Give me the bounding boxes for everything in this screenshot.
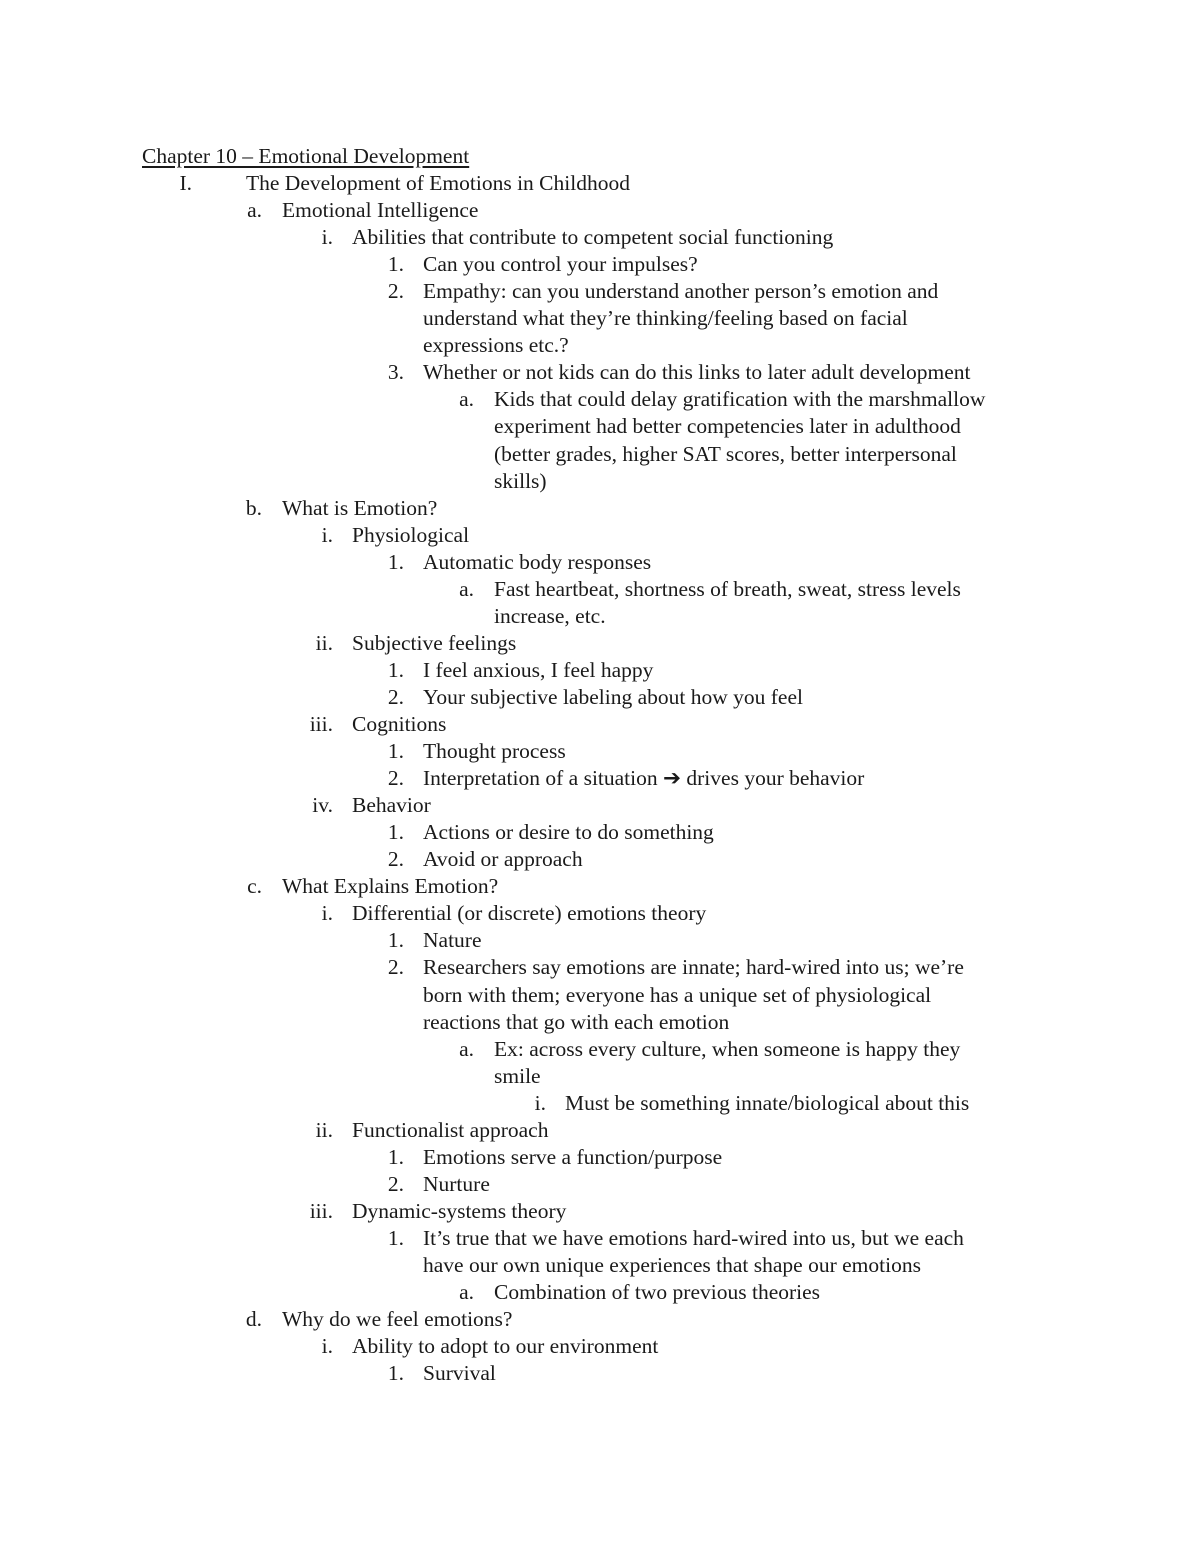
outline-text: Actions or desire to do something [423, 820, 714, 845]
outline-text: Survival [423, 1361, 496, 1386]
outline-line [0, 982, 1200, 1009]
document-title: Chapter 10 – Emotional Development [142, 144, 470, 168]
outline-line [0, 468, 1200, 495]
outline-line [0, 197, 1200, 224]
outline-line [0, 1063, 1200, 1090]
outline-text: Interpretation of a situation ➔ drives your behavior [423, 766, 865, 791]
outline-line [0, 846, 1200, 873]
outline-marker: ii. [315, 630, 333, 655]
outline-marker: 2. [387, 279, 404, 304]
outline-text: The Development of Emotions in Childhood [246, 171, 630, 195]
outline-text: Functionalist approach [352, 1117, 549, 1142]
outline-marker: d. [245, 1307, 262, 1332]
outline-marker: 1. [387, 252, 404, 277]
outline-line [0, 576, 1200, 603]
outline-line [0, 1144, 1200, 1171]
outline-line [0, 900, 1200, 927]
outline-text: Must be something innate/biological about this [565, 1090, 970, 1115]
outline-marker: 2. [387, 955, 404, 980]
outline-text: Whether or not kids can do this links to later adult development [423, 360, 971, 385]
outline-text: Can you control your impulses? [423, 252, 698, 277]
outline-line [0, 549, 1200, 576]
outline-marker: 1. [387, 657, 404, 682]
outline-marker: i. [321, 225, 333, 250]
outline-line [0, 792, 1200, 819]
outline-marker: a. [459, 1036, 474, 1061]
outline-text: Avoid or approach [423, 847, 583, 872]
outline-line [0, 224, 1200, 251]
outline-text: Abilities that contribute to competent social functioning [352, 225, 834, 250]
outline-line [0, 711, 1200, 738]
outline-text: smile [494, 1063, 541, 1088]
outline-marker: 1. [387, 820, 404, 845]
outline-text: Physiological [352, 522, 470, 547]
outline-marker: 1. [387, 1225, 404, 1250]
outline-text: Cognitions [352, 712, 447, 736]
outline-text: Fast heartbeat, shortness of breath, sweat, stress levels [494, 576, 961, 601]
outline-marker: 3. [387, 360, 404, 385]
outline-text: I feel anxious, I feel happy [423, 657, 654, 682]
outline-marker: i. [534, 1090, 546, 1115]
outline-line [0, 1333, 1200, 1360]
outline-text: Combination of two previous theories [494, 1280, 821, 1305]
outline-line [0, 819, 1200, 846]
outline-text: Emotional Intelligence [282, 198, 479, 223]
outline-text: Empathy: can you understand another person’s emotion and [423, 279, 939, 304]
outline-line [0, 413, 1200, 440]
outline-text: Automatic body responses [423, 549, 652, 574]
outline-line [0, 954, 1200, 981]
outline-text: What Explains Emotion? [282, 874, 499, 899]
outline-text: understand what they’re thinking/feeling based on facial [423, 306, 908, 331]
outline-line [0, 927, 1200, 954]
outline-text: What is Emotion? [282, 495, 438, 520]
outline-marker: 1. [387, 1361, 404, 1386]
outline-line [0, 1117, 1200, 1144]
outline-line [0, 495, 1200, 522]
outline-line [0, 1090, 1200, 1117]
outline-line [0, 1036, 1200, 1063]
outline-marker: 2. [387, 847, 404, 872]
outline-line [0, 630, 1200, 657]
outline-line [0, 765, 1200, 792]
outline-marker: a. [247, 198, 262, 223]
outline-marker: c. [247, 874, 262, 899]
outline-line [0, 657, 1200, 684]
outline-marker: iv. [312, 793, 333, 818]
outline-text: Thought process [423, 739, 566, 764]
outline-line [0, 1360, 1200, 1387]
outline-marker: i. [321, 522, 333, 547]
outline-text: Behavior [352, 793, 431, 818]
outline-line [0, 684, 1200, 711]
outline-marker: 2. [387, 684, 404, 709]
outline-marker: 1. [387, 739, 404, 764]
outline-line [0, 1171, 1200, 1198]
outline-line [0, 873, 1200, 900]
outline-line [0, 278, 1200, 305]
outline-line [0, 603, 1200, 630]
outline-text: reactions that go with each emotion [423, 1009, 730, 1034]
outline-text: Nature [423, 928, 482, 953]
outline-line [0, 738, 1200, 765]
outline-line [0, 522, 1200, 549]
outline-line [0, 1198, 1200, 1225]
outline-marker: i. [321, 901, 333, 926]
outline-line [0, 1225, 1200, 1252]
outline-text: skills) [494, 468, 547, 493]
outline-text: born with them; everyone has a unique set of physiological [423, 982, 932, 1007]
outline-marker: ii. [315, 1117, 333, 1142]
outline-text: Emotions serve a function/purpose [423, 1144, 723, 1169]
outline-line [0, 441, 1200, 468]
outline-text: expressions etc.? [423, 333, 569, 358]
outline-marker: 2. [387, 766, 404, 791]
outline-text: Your subjective labeling about how you feel [423, 684, 803, 709]
outline-text: Subjective feelings [352, 630, 517, 655]
outline-line [0, 305, 1200, 332]
outline-line [0, 251, 1200, 278]
outline-marker: i. [321, 1334, 333, 1359]
outline-text: Ability to adopt to our environment [352, 1334, 659, 1359]
outline-marker: iii. [309, 712, 333, 736]
outline-marker: a. [459, 1280, 474, 1305]
outline-text: Researchers say emotions are innate; hard-wired into us; we’re [423, 955, 964, 980]
outline-text: Why do we feel emotions? [282, 1307, 513, 1332]
outline-text: Differential (or discrete) emotions theory [352, 901, 707, 926]
outline-marker: iii. [309, 1198, 333, 1223]
outline-line [0, 359, 1200, 386]
outline-marker: a. [459, 576, 474, 601]
outline-line [0, 332, 1200, 359]
outline-marker: I. [179, 171, 192, 195]
outline-line [0, 1279, 1200, 1306]
outline-text: (better grades, higher SAT scores, better interpersonal [494, 441, 957, 466]
outline-text: It’s true that we have emotions hard-wired into us, but we each [423, 1225, 964, 1250]
outline-text: increase, etc. [494, 603, 606, 628]
outline-text: Kids that could delay gratification with the marshmallow [494, 387, 986, 412]
outline-marker: b. [245, 495, 262, 520]
outline-line [0, 170, 1200, 197]
outline-marker: 1. [387, 549, 404, 574]
outline-marker: a. [459, 387, 474, 412]
outline-line [0, 386, 1200, 413]
outline-marker: 2. [387, 1171, 404, 1196]
outline-marker: 1. [387, 1144, 404, 1169]
outline-line [0, 1009, 1200, 1036]
outline-text: experiment had better competencies later in adulthood [494, 414, 961, 439]
outline-line [0, 1252, 1200, 1279]
outline-line [0, 1306, 1200, 1333]
outline-text: Nurture [423, 1171, 490, 1196]
outline-text: Dynamic-systems theory [352, 1198, 567, 1223]
outline-marker: 1. [387, 928, 404, 953]
outline-text: have our own unique experiences that shape our emotions [423, 1253, 921, 1277]
outline-text: Ex: across every culture, when someone is happy they [494, 1036, 961, 1061]
